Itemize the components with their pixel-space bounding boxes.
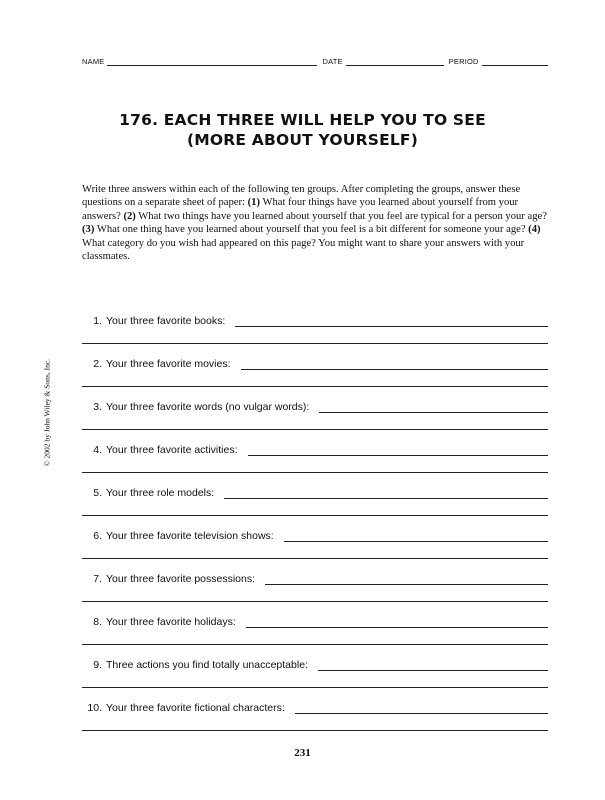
question-number: 9. xyxy=(93,659,102,671)
answer-line-full[interactable] xyxy=(82,472,548,473)
answer-line[interactable] xyxy=(295,702,548,714)
date-field[interactable] xyxy=(346,55,444,66)
question-number: 6. xyxy=(93,530,102,542)
instructions-text-3: What two things have you learned about yourself that you feel are typical for a person your age? xyxy=(135,210,547,222)
instructions-text-2: What four things have you learned about yourself from your answers? xyxy=(82,197,519,222)
question-marker-2: (2) xyxy=(123,210,136,222)
answer-line-full[interactable] xyxy=(82,601,548,602)
question-text: Your three favorite activities: xyxy=(106,444,238,456)
answer-line-full[interactable] xyxy=(82,343,548,344)
question-number: 1. xyxy=(93,315,102,327)
instructions-text-4: What one thing have you learned about yourself that you feel is a bit different for someone your age? xyxy=(94,224,529,236)
page-number: 231 xyxy=(294,747,311,759)
question-group-6 xyxy=(82,528,548,574)
question-number: 5. xyxy=(93,487,102,499)
question-group-2 xyxy=(82,356,548,402)
question-marker-1: (1) xyxy=(247,197,260,209)
answer-line[interactable] xyxy=(224,487,548,499)
answer-line-full[interactable] xyxy=(82,644,548,645)
period-label: PERIOD xyxy=(448,57,479,66)
question-number: 3. xyxy=(93,401,102,413)
answer-line[interactable] xyxy=(265,573,548,585)
question-text: Your three favorite books: xyxy=(106,315,226,327)
instructions-text-5: What category do you wish had appeared on this page? You might want to share your answers with your classmates. xyxy=(82,237,525,263)
question-number: 8. xyxy=(93,616,102,628)
question-text: Your three favorite television shows: xyxy=(106,530,274,542)
question-text: Your three favorite words (no vulgar words): xyxy=(106,401,310,413)
question-group-4 xyxy=(82,442,548,488)
question-text: Your three favorite possessions: xyxy=(106,573,256,585)
name-field[interactable] xyxy=(107,55,317,66)
answer-line[interactable] xyxy=(246,616,548,628)
answer-line-full[interactable] xyxy=(82,429,548,430)
question-group-10 xyxy=(82,700,548,746)
answer-line[interactable] xyxy=(248,444,548,456)
question-number: 7. xyxy=(93,573,102,585)
answer-line[interactable] xyxy=(318,659,548,671)
question-text: Your three favorite holidays: xyxy=(106,616,236,628)
answer-line-full[interactable] xyxy=(82,687,548,688)
answer-line-full[interactable] xyxy=(82,558,548,559)
question-number: 2. xyxy=(93,358,102,370)
question-marker-3: (3) xyxy=(82,224,95,236)
answer-line[interactable] xyxy=(241,358,548,370)
question-group-8 xyxy=(82,614,548,660)
question-group-9 xyxy=(82,657,548,703)
copyright-notice: © 2002 by John Wiley & Sons, Inc. xyxy=(42,358,52,467)
title-line-1: 176. EACH THREE WILL HELP YOU TO SEE xyxy=(119,111,486,129)
answer-line[interactable] xyxy=(284,530,548,542)
question-group-3 xyxy=(82,399,548,445)
question-number: 10. xyxy=(87,702,102,714)
question-text: Your three favorite fictional characters: xyxy=(106,702,285,714)
question-text: Your three role models: xyxy=(106,487,215,499)
name-label: NAME xyxy=(82,57,105,66)
date-label: DATE xyxy=(322,57,343,66)
period-field[interactable] xyxy=(482,55,548,66)
question-text: Three actions you find totally unacceptable: xyxy=(106,659,308,671)
answer-line[interactable] xyxy=(235,315,548,327)
title-line-2: (MORE ABOUT YOURSELF) xyxy=(186,131,419,149)
answer-line-full[interactable] xyxy=(82,730,548,731)
page-title xyxy=(0,110,605,150)
question-marker-4: (4) xyxy=(528,224,541,236)
question-group-5 xyxy=(82,485,548,531)
question-text: Your three favorite movies: xyxy=(106,358,231,370)
answer-line-full[interactable] xyxy=(82,386,548,387)
question-group-1 xyxy=(82,313,548,359)
answer-line-full[interactable] xyxy=(82,515,548,516)
question-group-7 xyxy=(82,571,548,617)
question-number: 4. xyxy=(93,444,102,456)
instructions xyxy=(82,183,550,263)
answer-line[interactable] xyxy=(319,401,548,413)
instructions-text-1: Write three answers within each of the following ten groups. After completing the groups, answer these questions on a separate sheet of paper: xyxy=(82,184,521,209)
worksheet-header xyxy=(82,52,548,66)
